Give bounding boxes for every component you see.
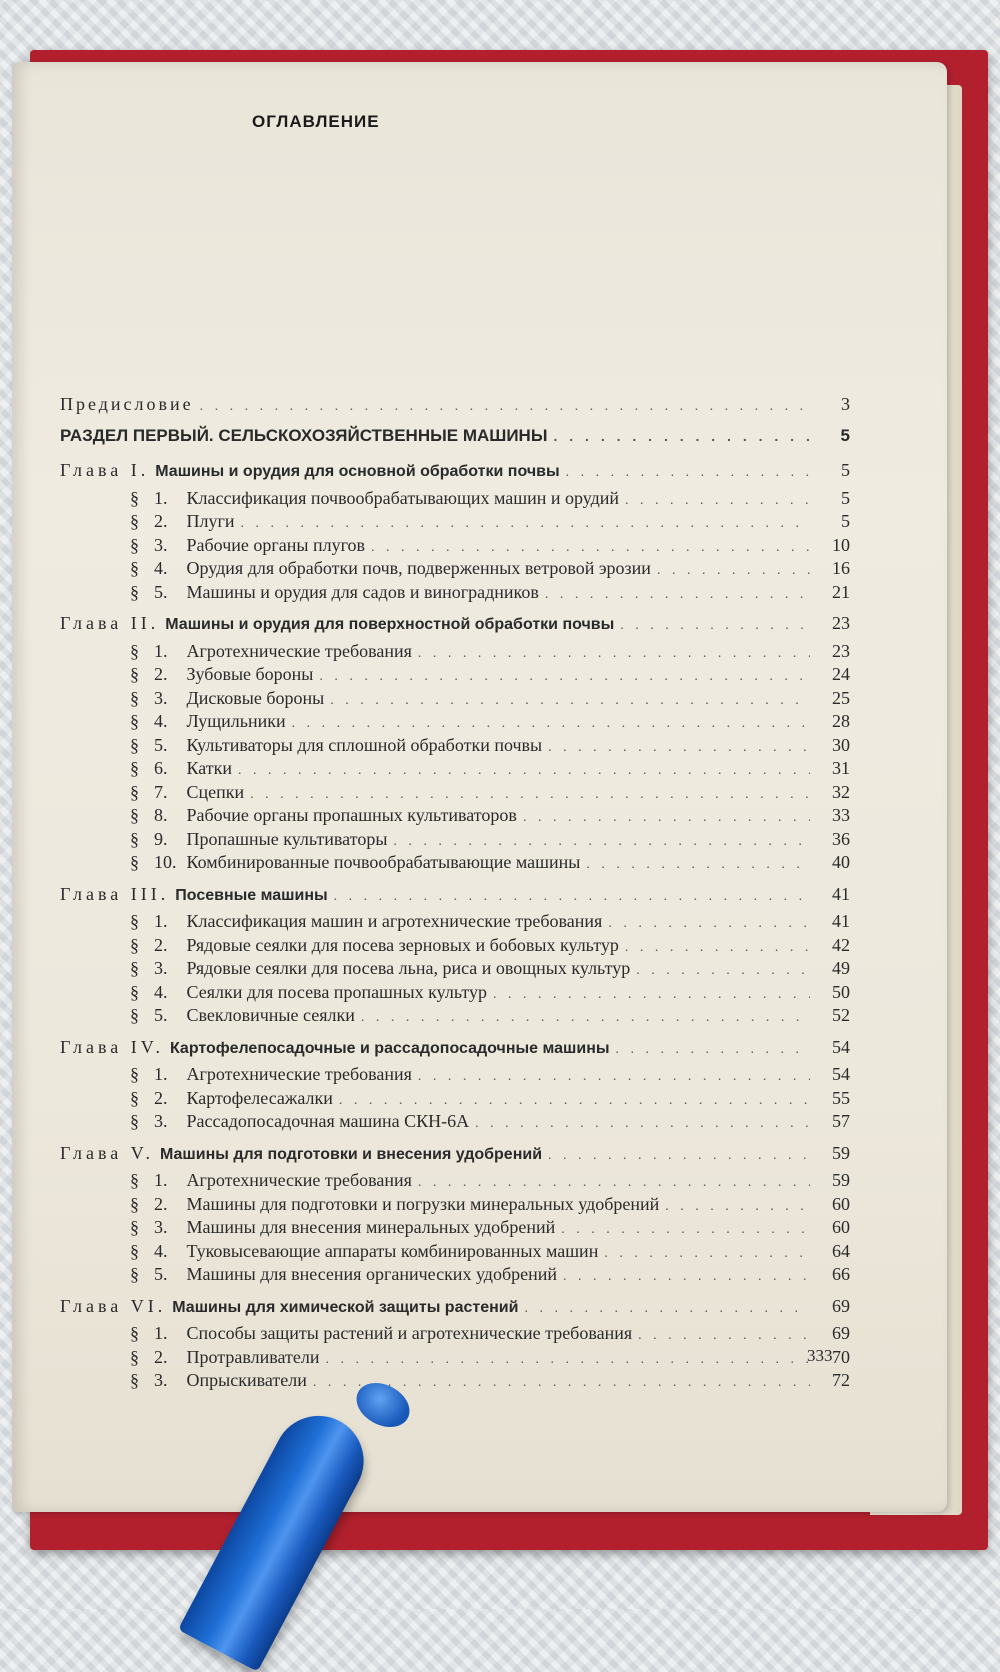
leader-dots	[625, 938, 810, 959]
section-sign: §	[130, 911, 139, 931]
leader-dots	[250, 785, 810, 806]
section-sign: §	[130, 1217, 139, 1237]
toc-section	[60, 1217, 850, 1241]
leader-dots	[361, 1008, 810, 1029]
section-text: Комбинированные почвообрабатывающие машины	[186, 852, 581, 872]
leader-dots	[566, 463, 810, 484]
part-page: 5	[840, 425, 850, 445]
toc-section	[60, 1370, 850, 1394]
section-page: 64	[832, 1240, 850, 1261]
chapter-label: Глава V.	[60, 1142, 154, 1163]
toc-section	[60, 805, 850, 829]
chapter-page: 59	[832, 1142, 850, 1163]
section-number: 1.	[154, 1064, 168, 1084]
section-heading	[130, 782, 244, 803]
section-text: Рядовые сеялки для посева льна, риса и овощных культур	[186, 958, 631, 978]
section-page: 16	[832, 558, 850, 578]
chapter-heading	[60, 884, 328, 907]
section-text: Орудия для обработки почв, подверженных ветровой эрозии	[186, 558, 651, 578]
leader-dots	[475, 1114, 810, 1135]
section-page: 10	[832, 534, 850, 555]
leader-dots	[548, 738, 810, 759]
section-heading	[130, 1194, 659, 1215]
toc-section	[60, 511, 850, 535]
leader-dots	[638, 1326, 810, 1347]
toc-section	[60, 1170, 850, 1194]
section-text: Опрыскиватели	[186, 1370, 307, 1390]
foreword-page: 3	[841, 394, 850, 414]
section-number: 2.	[154, 1346, 168, 1367]
toc-section	[60, 852, 850, 876]
section-page: 57	[832, 1111, 850, 1131]
section-sign: §	[130, 958, 139, 978]
toc-section	[60, 1088, 850, 1112]
section-heading	[130, 911, 602, 932]
section-text: Катки	[186, 758, 233, 778]
book-page	[12, 62, 947, 1512]
chapter-label: Глава I.	[60, 460, 150, 480]
part-text: РАЗДЕЛ ПЕРВЫЙ. СЕЛЬСКОХОЗЯЙСТВЕННЫЕ МАШИНЫ	[60, 425, 548, 445]
toc-section	[60, 758, 850, 782]
leader-dots	[608, 914, 810, 935]
leader-dots	[418, 1067, 810, 1088]
chapter-name: Машины для подготовки и внесения удобрений	[159, 1145, 543, 1163]
chapter-name: Машины и орудия для поверхностной обработки почвы	[165, 616, 615, 633]
section-page: 69	[832, 1323, 850, 1343]
section-text: Способы защиты растений и агротехнические требования	[186, 1323, 633, 1343]
leader-dots	[418, 644, 810, 665]
section-sign: §	[130, 1323, 139, 1343]
toc-section	[60, 735, 850, 759]
section-sign: §	[130, 981, 139, 1002]
section-sign: §	[130, 758, 139, 778]
section-heading	[130, 829, 387, 850]
section-page: 41	[832, 911, 850, 931]
section-text: Рядовые сеялки для посева зерновых и бобовых культур	[186, 934, 619, 955]
section-number: 2.	[154, 1087, 168, 1108]
chapter-block	[60, 1296, 850, 1394]
chapter-heading	[60, 460, 560, 483]
leader-dots	[393, 832, 810, 853]
section-page: 23	[832, 640, 850, 661]
section-heading	[130, 664, 313, 685]
section-number: 2.	[154, 934, 168, 955]
toc-chapter	[60, 460, 850, 484]
leader-dots	[418, 1173, 810, 1194]
section-page: 28	[832, 711, 850, 731]
toc-section	[60, 641, 850, 665]
section-sign: §	[130, 734, 139, 755]
section-heading	[130, 1264, 557, 1285]
chapter-page: 54	[832, 1036, 850, 1057]
section-sign: §	[130, 852, 139, 872]
section-sign: §	[130, 1193, 139, 1214]
section-heading	[130, 1217, 555, 1238]
toc-section	[60, 982, 850, 1006]
section-number: 7.	[154, 781, 168, 802]
toc-chapter	[60, 1037, 850, 1061]
section-page: 24	[832, 664, 850, 684]
section-sign: §	[130, 1005, 139, 1025]
leader-dots	[371, 538, 810, 559]
section-heading	[130, 711, 286, 732]
section-number: 3.	[154, 687, 168, 708]
section-heading	[130, 535, 365, 556]
section-text: Лущильники	[186, 711, 286, 731]
chapter-block	[60, 460, 850, 605]
chapter-heading	[60, 1296, 518, 1319]
chapter-heading	[60, 1143, 542, 1166]
section-page: 52	[832, 1005, 850, 1025]
table-of-contents	[60, 394, 850, 1400]
section-number: 1.	[154, 640, 168, 661]
toc-section	[60, 911, 850, 935]
toc-part	[60, 426, 850, 447]
section-heading	[130, 1347, 319, 1368]
leader-dots	[665, 1197, 810, 1218]
chapter-page: 69	[832, 1295, 850, 1316]
section-sign: §	[130, 1170, 139, 1190]
section-heading	[130, 1064, 412, 1085]
section-number: 4.	[154, 558, 168, 578]
toc-section	[60, 935, 850, 959]
section-heading	[130, 582, 539, 603]
section-heading	[130, 982, 487, 1003]
section-sign: §	[130, 1064, 139, 1084]
leader-dots	[292, 714, 810, 735]
toc-section	[60, 582, 850, 606]
toc-section	[60, 558, 850, 582]
toc-section	[60, 1194, 850, 1218]
section-number: 2.	[154, 1193, 168, 1214]
section-text: Классификация почвообрабатывающих машин и орудий	[186, 487, 620, 508]
section-page: 25	[832, 687, 850, 708]
section-text: Классификация машин и агротехнические требования	[186, 911, 603, 931]
section-sign: §	[130, 1370, 139, 1390]
section-text: Дисковые бороны	[186, 687, 325, 708]
section-number: 1.	[154, 487, 168, 508]
section-text: Агротехнические требования	[186, 1170, 412, 1190]
section-sign: §	[130, 1087, 139, 1108]
section-number: 4.	[154, 711, 168, 731]
leader-dots	[657, 561, 810, 582]
leader-dots	[200, 397, 810, 418]
section-number: 8.	[154, 805, 168, 825]
section-text: Рабочие органы пропашных культиваторов	[186, 805, 517, 825]
section-heading	[130, 1370, 307, 1391]
chapter-label: Глава IV.	[60, 1036, 164, 1057]
leader-dots	[616, 1040, 810, 1061]
section-number: 5.	[154, 581, 168, 602]
section-text: Картофелесажалки	[186, 1087, 333, 1108]
toc-chapter	[60, 1143, 850, 1167]
leader-dots	[553, 426, 810, 447]
section-sign: §	[130, 1346, 139, 1367]
section-text: Рабочие органы плугов	[186, 534, 366, 555]
chapters-list	[60, 460, 850, 1394]
toc-section	[60, 1241, 850, 1265]
section-number: 3.	[154, 1111, 168, 1131]
section-sign: §	[130, 640, 139, 661]
leader-dots	[325, 1350, 810, 1371]
section-sign: §	[130, 828, 139, 849]
leader-dots	[493, 985, 810, 1006]
section-sign: §	[130, 1240, 139, 1261]
section-number: 2.	[154, 664, 168, 684]
section-page: 32	[832, 781, 850, 802]
chapter-block	[60, 1143, 850, 1288]
section-sign: §	[130, 664, 139, 684]
leader-dots	[334, 887, 810, 908]
chapter-heading	[60, 613, 614, 636]
section-page: 5	[841, 487, 850, 508]
section-number: 5.	[154, 734, 168, 755]
section-text: Сеялки для посева пропашных культур	[186, 981, 487, 1002]
toc-chapter	[60, 1296, 850, 1320]
section-number: 3.	[154, 1217, 168, 1237]
leader-dots	[620, 616, 810, 637]
section-sign: §	[130, 934, 139, 955]
section-heading	[130, 1170, 412, 1191]
section-page: 31	[832, 758, 850, 778]
section-page: 70	[832, 1346, 850, 1367]
toc-section	[60, 488, 850, 512]
chapter-label: Глава III.	[60, 883, 170, 904]
toc-foreword	[60, 394, 850, 418]
section-text: Агротехнические требования	[186, 1064, 412, 1084]
leader-dots	[545, 585, 810, 606]
section-heading	[130, 1005, 355, 1026]
section-number: 3.	[154, 1370, 168, 1390]
chapter-name: Машины и орудия для основной обработки почвы	[155, 463, 560, 480]
toc-section	[60, 958, 850, 982]
section-number: 5.	[154, 1005, 168, 1025]
section-number: 4.	[154, 1240, 168, 1261]
section-heading	[130, 488, 619, 509]
section-page: 49	[832, 958, 850, 978]
chapter-block	[60, 613, 850, 876]
section-text: Сцепки	[186, 781, 245, 802]
section-heading	[130, 958, 630, 979]
section-page: 42	[832, 934, 850, 955]
section-heading	[130, 805, 517, 826]
leader-dots	[636, 961, 810, 982]
section-text: Машины для внесения органических удобрений	[186, 1264, 558, 1284]
leader-dots	[586, 855, 810, 876]
toc-section	[60, 1111, 850, 1135]
toc-section	[60, 535, 850, 559]
section-page: 66	[832, 1264, 850, 1284]
page-title: ОГЛАВЛЕНИЕ	[252, 112, 380, 131]
section-heading	[130, 1241, 598, 1262]
section-page: 50	[832, 981, 850, 1002]
section-sign: §	[130, 781, 139, 802]
section-number: 10.	[154, 852, 177, 872]
leader-dots	[548, 1146, 810, 1167]
leader-dots	[563, 1267, 810, 1288]
section-sign: §	[130, 487, 139, 508]
chapter-name: Машины для химической защиты растений	[172, 1298, 519, 1316]
leader-dots	[625, 491, 810, 512]
section-sign: §	[130, 558, 139, 578]
section-heading	[130, 1323, 632, 1344]
toc-section	[60, 1323, 850, 1347]
section-sign: §	[130, 1111, 139, 1131]
leader-dots	[238, 761, 810, 782]
leader-dots	[604, 1244, 810, 1265]
section-number: 2.	[154, 511, 168, 531]
section-page: 55	[832, 1087, 850, 1108]
leader-dots	[241, 514, 811, 535]
section-number: 4.	[154, 981, 168, 1002]
section-sign: §	[130, 687, 139, 708]
section-page: 5	[841, 511, 850, 531]
section-number: 1.	[154, 911, 168, 931]
section-text: Машины для внесения минеральных удобрений	[186, 1217, 556, 1237]
section-text: Пропашные культиваторы	[186, 828, 388, 849]
section-heading	[130, 558, 651, 579]
section-number: 5.	[154, 1264, 168, 1284]
section-heading	[130, 1111, 469, 1132]
toc-section	[60, 1264, 850, 1288]
chapter-page: 41	[832, 883, 850, 904]
leader-dots	[330, 691, 810, 712]
section-heading	[130, 758, 232, 779]
section-heading	[130, 852, 580, 873]
toc-chapter	[60, 613, 850, 637]
section-text: Туковысевающие аппараты комбинированных машин	[186, 1240, 599, 1261]
section-heading	[130, 1088, 333, 1109]
section-page: 60	[832, 1193, 850, 1214]
toc-section	[60, 1064, 850, 1088]
toc-section	[60, 711, 850, 735]
section-sign: §	[130, 711, 139, 731]
section-heading	[130, 641, 412, 662]
leader-dots	[524, 1299, 810, 1320]
toc-section	[60, 688, 850, 712]
chapter-name: Посевные машины	[175, 886, 328, 904]
toc-section	[60, 829, 850, 853]
section-text: Плуги	[186, 511, 235, 531]
section-number: 1.	[154, 1323, 168, 1343]
section-page: 54	[832, 1064, 850, 1084]
section-heading	[130, 511, 235, 532]
leader-dots	[561, 1220, 810, 1241]
foreword-text: Предисловие	[60, 394, 194, 414]
section-page: 72	[832, 1370, 850, 1390]
chapter-page: 23	[832, 613, 850, 633]
toc-section	[60, 1005, 850, 1029]
section-page: 33	[832, 805, 850, 825]
section-heading	[130, 735, 542, 756]
toc-section	[60, 664, 850, 688]
leader-dots	[339, 1091, 810, 1112]
section-text: Протравливатели	[186, 1346, 320, 1367]
section-page: 59	[832, 1170, 850, 1190]
page-number: 333	[807, 1346, 833, 1365]
section-number: 3.	[154, 958, 168, 978]
section-number: 1.	[154, 1170, 168, 1190]
leader-dots	[523, 808, 810, 829]
section-text: Зубовые бороны	[186, 664, 314, 684]
section-number: 9.	[154, 828, 168, 849]
section-page: 30	[832, 734, 850, 755]
chapter-page: 5	[841, 460, 850, 480]
toc-section	[60, 1347, 850, 1371]
section-page: 36	[832, 828, 850, 849]
section-page: 40	[832, 852, 850, 872]
section-sign: §	[130, 534, 139, 555]
toc-section	[60, 782, 850, 806]
section-text: Машины для подготовки и погрузки минеральных удобрений	[186, 1193, 660, 1214]
toc-chapter	[60, 884, 850, 908]
chapter-heading	[60, 1037, 610, 1060]
section-number: 6.	[154, 758, 168, 778]
chapter-name: Картофелепосадочные и рассадопосадочные машины	[169, 1039, 610, 1057]
section-text: Рассадопосадочная машина СКН-6А	[186, 1111, 470, 1131]
section-heading	[130, 935, 619, 956]
section-sign: §	[130, 805, 139, 825]
section-sign: §	[130, 511, 139, 531]
chapter-block	[60, 884, 850, 1029]
section-text: Культиваторы для сплошной обработки почвы	[186, 734, 543, 755]
section-number: 3.	[154, 534, 168, 555]
section-heading	[130, 688, 324, 709]
section-text: Агротехнические требования	[186, 640, 412, 661]
section-text: Машины и орудия для садов и виноградников	[186, 581, 539, 602]
chapter-label: Глава VI.	[60, 1295, 167, 1316]
section-text: Свекловичные сеялки	[186, 1005, 355, 1025]
chapter-label: Глава II.	[60, 613, 160, 633]
leader-dots	[319, 667, 810, 688]
section-page: 60	[832, 1217, 850, 1237]
chapter-block	[60, 1037, 850, 1135]
section-sign: §	[130, 581, 139, 602]
section-sign: §	[130, 1264, 139, 1284]
section-page: 21	[832, 581, 850, 602]
